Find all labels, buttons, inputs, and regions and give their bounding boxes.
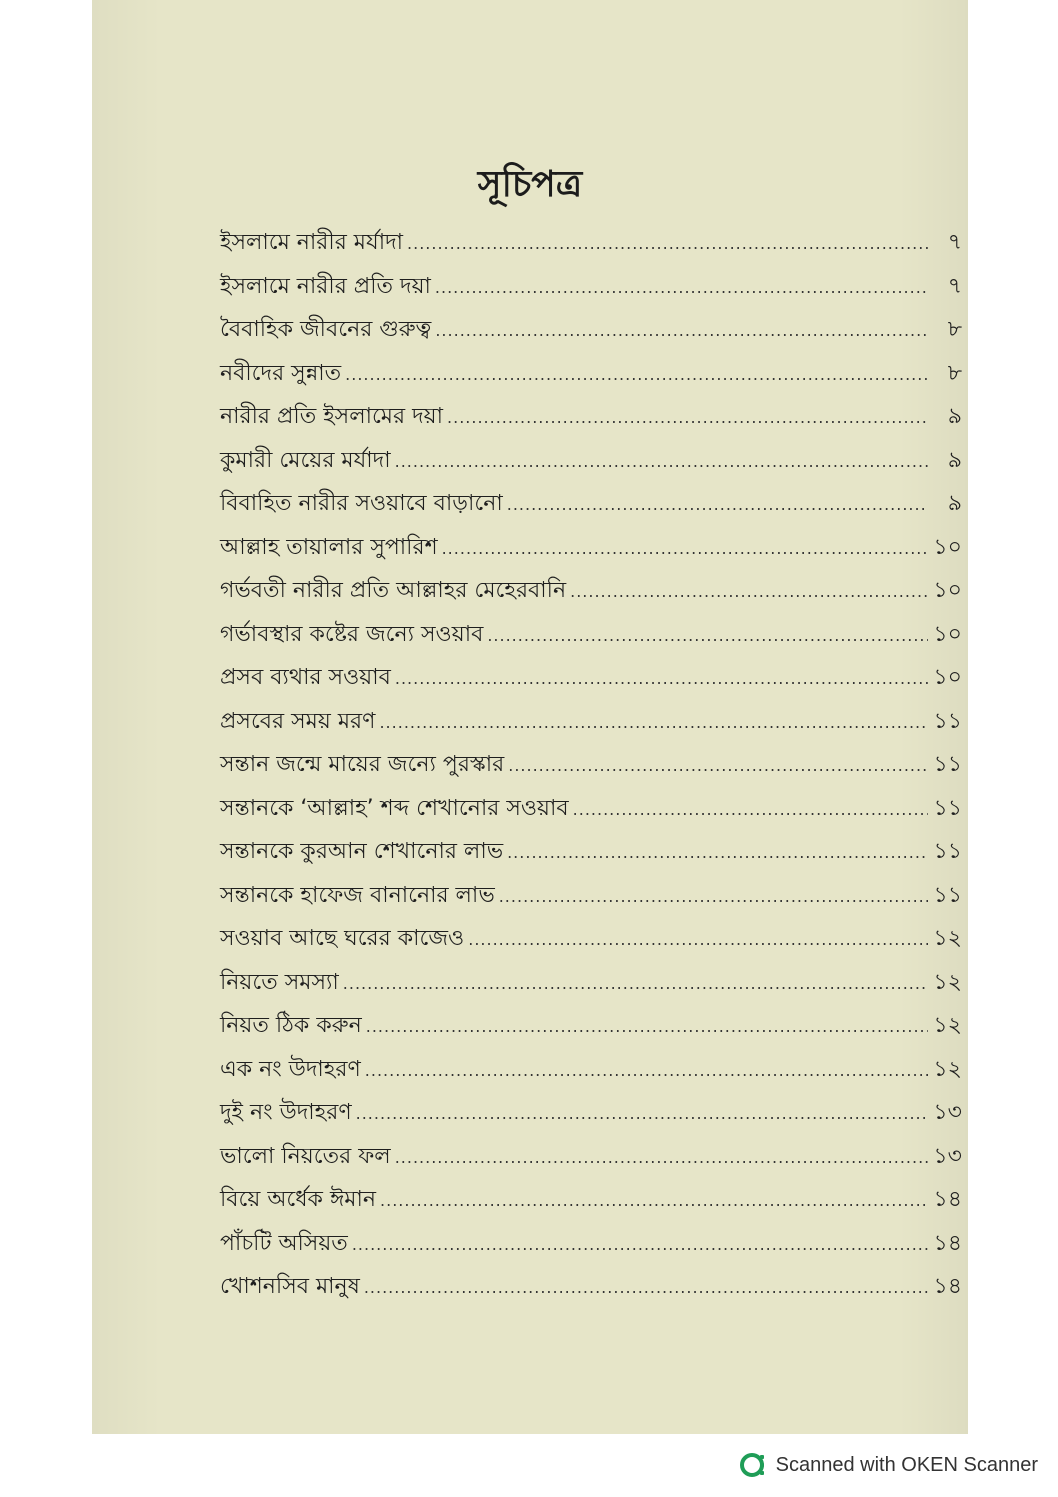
toc-entry-title: এক নং উদাহরণ — [220, 1056, 361, 1082]
dot-leader — [379, 701, 928, 745]
dot-leader — [507, 831, 928, 875]
toc-entry — [220, 308, 962, 352]
toc-entry — [220, 1265, 962, 1309]
dot-leader — [366, 1005, 928, 1049]
toc-entry — [220, 1135, 962, 1179]
toc-entry-title: আল্লাহ তায়ালার সুপারিশ — [220, 534, 438, 560]
toc-entry-title: দুই নং উদাহরণ — [220, 1100, 352, 1125]
toc-entry-page: ১১ — [933, 752, 962, 777]
dot-leader — [487, 614, 928, 658]
toc-entry-title: খোশনসিব মানুষ — [220, 1274, 360, 1299]
toc-entry-page: ১৪ — [933, 1230, 962, 1256]
toc-entry — [220, 656, 962, 700]
toc-entry-page: ১১ — [933, 708, 962, 734]
toc-entry — [220, 1048, 962, 1092]
dot-leader — [343, 962, 928, 1006]
toc-entry — [220, 1222, 962, 1266]
page-title: সূচিপত্র — [477, 164, 583, 205]
toc-entry-page: ১০ — [933, 665, 962, 690]
toc-entry-title: ভালো নিয়তের ফল — [220, 1143, 391, 1169]
toc-entry — [220, 482, 962, 526]
table-of-contents — [220, 221, 962, 1309]
dot-leader — [507, 483, 928, 527]
toc-entry — [220, 395, 962, 439]
scanner-label: Scanned with OKEN Scanner — [775, 1453, 1038, 1476]
toc-entry-title: নবীদের সুন্নাত — [220, 360, 342, 386]
dot-leader — [447, 396, 928, 440]
toc-entry-page: ১৩ — [933, 1143, 962, 1169]
toc-entry — [220, 221, 962, 265]
toc-entry-page: ৯ — [947, 491, 962, 516]
toc-entry-page: ১২ — [933, 926, 962, 951]
dot-leader — [380, 1179, 928, 1223]
dot-leader — [468, 918, 928, 962]
toc-entry-page: ৮ — [947, 317, 962, 342]
toc-entry-title: সন্তানকে কুরআন শেখানোর লাভ — [220, 839, 504, 864]
oken-scanner-logo-icon — [738, 1451, 766, 1479]
dot-leader — [395, 440, 928, 484]
toc-entry — [220, 874, 962, 918]
toc-entry-page: ৮ — [947, 360, 962, 386]
toc-entry-page: ১৪ — [933, 1187, 962, 1212]
scanned-page — [92, 0, 968, 1434]
toc-entry-title: বৈবাহিক জীবনের গুরুত্ব — [220, 317, 432, 342]
scanner-watermark — [738, 1447, 1038, 1483]
toc-entry — [220, 265, 962, 309]
toc-entry-title: পাঁচটি অসিয়ত — [220, 1230, 348, 1256]
toc-entry — [220, 1091, 962, 1135]
toc-entry-page: ১১ — [933, 795, 962, 821]
toc-entry-page: ১১ — [933, 882, 962, 908]
toc-entry — [220, 961, 962, 1005]
toc-entry-page: ১২ — [933, 1056, 962, 1082]
toc-entry-page: ১০ — [933, 534, 962, 560]
toc-entry-title: সন্তানকে হাফেজ বানানোর লাভ — [220, 882, 495, 908]
toc-entry-title: বিয়ে অর্ধেক ঈমান — [220, 1187, 377, 1212]
toc-entry-title: গর্ভবতী নারীর প্রতি আল্লাহর মেহেরবানি — [220, 578, 567, 603]
toc-entry-title: ইসলামে নারীর প্রতি দয়া — [220, 273, 431, 299]
dot-leader — [356, 1092, 928, 1136]
toc-entry-title: প্রসবের সময় মরণ — [220, 708, 376, 734]
dot-leader — [345, 353, 928, 397]
toc-entry-page: ১১ — [933, 839, 962, 864]
toc-entry — [220, 917, 962, 961]
toc-entry-title: গর্ভাবস্থার কষ্টের জন্যে সওয়াব — [220, 621, 484, 647]
toc-entry — [220, 1178, 962, 1222]
toc-entry — [220, 526, 962, 570]
dot-leader — [508, 744, 928, 788]
toc-entry-page: ৭ — [947, 273, 962, 299]
toc-entry — [220, 787, 962, 831]
toc-entry-title: নিয়ত ঠিক করুন — [220, 1013, 362, 1038]
dot-leader — [407, 222, 928, 266]
toc-entry-title: প্রসব ব্যথার সওয়াব — [220, 665, 391, 690]
toc-entry-title: বিবাহিত নারীর সওয়াবে বাড়ানো — [220, 491, 503, 516]
toc-entry-page: ১২ — [933, 969, 962, 995]
toc-entry-page: ৭ — [947, 230, 962, 255]
dot-leader — [570, 570, 928, 614]
toc-entry — [220, 830, 962, 874]
toc-entry-page: ৯ — [947, 447, 962, 473]
toc-entry — [220, 1004, 962, 1048]
dot-leader — [395, 657, 928, 701]
toc-entry-title: ইসলামে নারীর মর্যাদা — [220, 230, 404, 255]
toc-entry — [220, 352, 962, 396]
toc-entry-page: ৯ — [947, 404, 962, 429]
dot-leader — [435, 309, 928, 353]
toc-entry — [220, 743, 962, 787]
toc-entry-title: সওয়াব আছে ঘরের কাজেও — [220, 926, 465, 951]
toc-entry — [220, 613, 962, 657]
dot-leader — [352, 1223, 928, 1267]
toc-entry-title: নিয়তে সমস্যা — [220, 969, 339, 995]
toc-entry-title: নারীর প্রতি ইসলামের দয়া — [220, 404, 444, 429]
dot-leader — [435, 266, 928, 310]
toc-entry-page: ১০ — [933, 578, 962, 603]
dot-leader — [499, 875, 928, 919]
dot-leader — [442, 527, 928, 571]
toc-entry-page: ১০ — [933, 621, 962, 647]
toc-entry-title: সন্তানকে ‘আল্লাহ’ শব্দ শেখানোর সওয়াব — [220, 795, 569, 821]
toc-entry-title: সন্তান জন্মে মায়ের জন্যে পুরস্কার — [220, 752, 505, 777]
toc-entry-title: কুমারী মেয়ের মর্যাদা — [220, 447, 391, 473]
toc-entry — [220, 569, 962, 613]
toc-entry — [220, 700, 962, 744]
dot-leader — [573, 788, 928, 832]
dot-leader — [365, 1049, 928, 1093]
toc-entry-page: ১২ — [933, 1013, 962, 1038]
toc-entry-page: ১৩ — [933, 1100, 962, 1125]
dot-leader — [395, 1136, 928, 1180]
toc-entry-page: ১৪ — [933, 1274, 962, 1299]
dot-leader — [364, 1266, 928, 1310]
toc-entry — [220, 439, 962, 483]
